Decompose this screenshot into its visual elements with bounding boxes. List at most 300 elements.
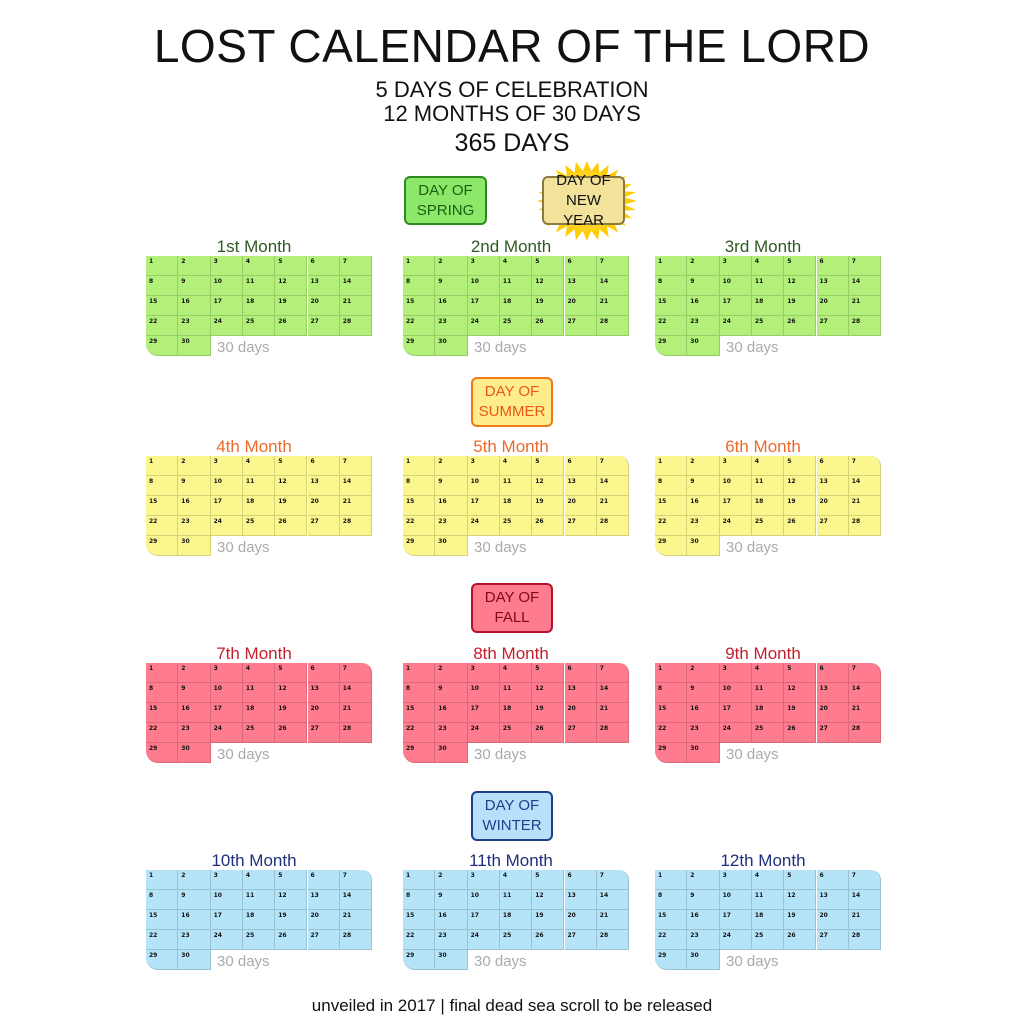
day-cell: 7 (597, 256, 629, 276)
day-cell: 28 (597, 316, 629, 336)
day-cell: 15 (146, 296, 178, 316)
day-cell: 18 (500, 910, 532, 930)
month-title: 4th Month (216, 437, 292, 456)
day-cell: 9 (435, 890, 467, 910)
day-cell: 15 (403, 910, 435, 930)
day-cell: 4 (500, 870, 532, 890)
day-cell: 23 (178, 930, 210, 950)
day-cell: 22 (655, 723, 687, 743)
day-cell: 25 (500, 930, 532, 950)
day-cell: 28 (849, 723, 881, 743)
day-cell: 4 (752, 663, 784, 683)
day-cell: 29 (655, 950, 687, 970)
day-cell: 16 (435, 496, 467, 516)
day-cell: 5 (532, 256, 564, 276)
day-cell: 10 (720, 276, 752, 296)
day-cell: 11 (500, 276, 532, 296)
day-cell: 10 (211, 890, 243, 910)
day-cell: 25 (752, 723, 784, 743)
day-cell: 18 (243, 496, 275, 516)
day-cell: 20 (565, 496, 597, 516)
day-cell: 24 (211, 316, 243, 336)
day-cell: 2 (178, 663, 210, 683)
day-cell: 29 (146, 336, 178, 356)
day-cell: 20 (565, 703, 597, 723)
day-cell: 25 (752, 516, 784, 536)
day-cell: 22 (146, 723, 178, 743)
day-cell: 12 (784, 476, 816, 496)
day-cell: 25 (752, 930, 784, 950)
day-cell: 14 (597, 683, 629, 703)
day-cell: 30 (687, 950, 719, 970)
day-cell: 23 (687, 316, 719, 336)
day-cell: 21 (597, 910, 629, 930)
day-cell: 6 (817, 663, 849, 683)
day-cell: 15 (655, 296, 687, 316)
day-cell: 18 (243, 296, 275, 316)
day-cell: 30 (435, 336, 467, 356)
day-cell: 22 (403, 316, 435, 336)
day-cell: 26 (275, 516, 307, 536)
day-cell: 9 (435, 276, 467, 296)
day-cell: 24 (720, 316, 752, 336)
day-cell: 15 (146, 496, 178, 516)
day-cell: 27 (817, 723, 849, 743)
day-cell: 21 (849, 910, 881, 930)
day-cell: 10 (468, 683, 500, 703)
day-cell: 10 (720, 476, 752, 496)
day-cell: 15 (146, 703, 178, 723)
subtitle-total-days: 365 DAYS (454, 129, 570, 157)
day-cell: 26 (275, 316, 307, 336)
day-cell: 26 (275, 723, 307, 743)
day-cell: 2 (687, 256, 719, 276)
day-cell: 10 (468, 890, 500, 910)
day-cell: 9 (687, 683, 719, 703)
day-cell: 25 (500, 723, 532, 743)
day-cell: 23 (178, 316, 210, 336)
day-cell: 11 (243, 276, 275, 296)
day-cell: 17 (211, 496, 243, 516)
day-cell: 23 (687, 930, 719, 950)
day-cell: 6 (565, 256, 597, 276)
day-cell: 16 (178, 910, 210, 930)
month-title: 8th Month (473, 644, 549, 663)
day-cell: 13 (565, 683, 597, 703)
day-cell: 13 (565, 476, 597, 496)
day-cell: 25 (500, 316, 532, 336)
day-cell: 21 (340, 910, 372, 930)
day-cell: 30 (435, 950, 467, 970)
day-cell: 30 (435, 536, 467, 556)
day-cell: 28 (597, 930, 629, 950)
day-cell: 17 (720, 296, 752, 316)
day-cell: 29 (403, 950, 435, 970)
day-cell: 26 (784, 516, 816, 536)
day-cell: 2 (435, 870, 467, 890)
day-cell: 21 (340, 703, 372, 723)
day-cell: 22 (403, 723, 435, 743)
day-cell: 8 (655, 683, 687, 703)
day-cell: 9 (687, 890, 719, 910)
day-cell: 18 (243, 703, 275, 723)
day-cell: 18 (500, 703, 532, 723)
day-cell: 11 (752, 276, 784, 296)
day-cell: 28 (340, 930, 372, 950)
day-cell: 20 (817, 703, 849, 723)
day-cell: 27 (308, 316, 340, 336)
day-cell: 8 (655, 890, 687, 910)
day-cell: 13 (817, 276, 849, 296)
day-cell: 3 (468, 663, 500, 683)
day-cell: 14 (340, 476, 372, 496)
day-cell: 24 (720, 723, 752, 743)
day-cell: 22 (146, 316, 178, 336)
day-cell: 18 (752, 910, 784, 930)
day-cell: 27 (308, 723, 340, 743)
day-cell: 16 (687, 496, 719, 516)
day-cell: 14 (597, 476, 629, 496)
day-cell: 22 (655, 516, 687, 536)
day-cell: 20 (565, 296, 597, 316)
day-cell: 3 (468, 870, 500, 890)
day-cell: 6 (308, 870, 340, 890)
day-cell: 27 (817, 316, 849, 336)
day-cell: 23 (435, 723, 467, 743)
day-cell: 10 (720, 683, 752, 703)
day-cell: 15 (655, 703, 687, 723)
day-cell: 27 (565, 930, 597, 950)
subtitle-celebration: 5 DAYS OF CELEBRATION (375, 77, 649, 102)
day-cell: 1 (146, 870, 178, 890)
day-cell: 18 (752, 496, 784, 516)
day-cell: 3 (211, 256, 243, 276)
day-cell: 10 (211, 683, 243, 703)
day-cell: 9 (435, 476, 467, 496)
day-cell: 19 (784, 496, 816, 516)
day-cell: 17 (468, 496, 500, 516)
day-of-summer-box: DAY OF SUMMER (471, 377, 553, 427)
day-cell: 3 (720, 256, 752, 276)
days-count-label: 30 days (726, 339, 779, 356)
day-cell: 13 (817, 890, 849, 910)
day-cell: 11 (243, 683, 275, 703)
day-cell: 12 (784, 683, 816, 703)
day-cell: 28 (597, 516, 629, 536)
day-cell: 17 (468, 703, 500, 723)
day-cell: 22 (403, 930, 435, 950)
day-cell: 26 (784, 723, 816, 743)
month-title: 10th Month (211, 851, 297, 870)
day-cell: 11 (500, 683, 532, 703)
day-cell: 5 (532, 456, 564, 476)
day-cell: 5 (532, 870, 564, 890)
day-cell: 7 (597, 456, 629, 476)
day-cell: 12 (784, 890, 816, 910)
day-cell: 7 (340, 663, 372, 683)
day-cell: 16 (435, 296, 467, 316)
day-cell: 15 (403, 496, 435, 516)
day-cell: 22 (146, 930, 178, 950)
day-cell: 16 (178, 703, 210, 723)
day-of-winter-box: DAY OF WINTER (471, 791, 553, 841)
day-cell: 1 (403, 256, 435, 276)
month-title: 12th Month (720, 851, 806, 870)
day-cell: 1 (403, 870, 435, 890)
day-cell: 8 (655, 276, 687, 296)
days-count-label: 30 days (474, 539, 527, 556)
day-cell: 9 (178, 476, 210, 496)
day-cell: 22 (655, 930, 687, 950)
day-cell: 27 (308, 516, 340, 536)
day-cell: 7 (849, 663, 881, 683)
day-cell: 27 (565, 516, 597, 536)
day-cell: 8 (146, 890, 178, 910)
day-of-new-year-box: DAY OF NEW YEAR (542, 176, 625, 225)
day-cell: 3 (720, 663, 752, 683)
day-cell: 17 (211, 703, 243, 723)
day-cell: 15 (403, 703, 435, 723)
day-cell: 22 (403, 516, 435, 536)
day-cell: 18 (500, 296, 532, 316)
days-count-label: 30 days (217, 539, 270, 556)
day-cell: 1 (403, 456, 435, 476)
month-title: 11th Month (469, 851, 553, 870)
day-cell: 5 (784, 663, 816, 683)
day-cell: 7 (597, 663, 629, 683)
day-cell: 28 (849, 516, 881, 536)
day-cell: 7 (340, 870, 372, 890)
day-cell: 13 (308, 890, 340, 910)
day-cell: 21 (849, 496, 881, 516)
day-cell: 16 (435, 910, 467, 930)
day-cell: 2 (178, 256, 210, 276)
days-count-label: 30 days (217, 746, 270, 763)
day-cell: 30 (435, 743, 467, 763)
day-cell: 1 (655, 870, 687, 890)
day-cell: 19 (275, 296, 307, 316)
day-cell: 25 (243, 723, 275, 743)
month-title: 2nd Month (470, 237, 552, 256)
day-of-spring-box: DAY OF SPRING (404, 176, 487, 225)
day-cell: 1 (146, 456, 178, 476)
day-cell: 17 (720, 910, 752, 930)
day-cell: 23 (435, 930, 467, 950)
day-cell: 12 (532, 476, 564, 496)
day-cell: 20 (308, 296, 340, 316)
day-cell: 4 (243, 870, 275, 890)
day-cell: 26 (784, 930, 816, 950)
day-cell: 28 (340, 316, 372, 336)
days-count-label: 30 days (726, 539, 779, 556)
day-cell: 25 (752, 316, 784, 336)
day-cell: 9 (178, 276, 210, 296)
days-count-label: 30 days (726, 746, 779, 763)
month-title: 7th Month (216, 644, 292, 663)
day-cell: 19 (532, 703, 564, 723)
day-cell: 20 (817, 496, 849, 516)
day-cell: 3 (720, 456, 752, 476)
month-title: 3rd Month (724, 237, 802, 256)
days-count-label: 30 days (474, 953, 527, 970)
day-cell: 1 (403, 663, 435, 683)
page-title: LOST CALENDAR OF THE LORD (153, 20, 871, 72)
day-cell: 5 (275, 256, 307, 276)
day-cell: 4 (500, 663, 532, 683)
day-cell: 24 (211, 930, 243, 950)
day-cell: 1 (655, 663, 687, 683)
day-cell: 29 (146, 743, 178, 763)
day-cell: 20 (308, 703, 340, 723)
day-cell: 14 (849, 890, 881, 910)
day-cell: 15 (655, 496, 687, 516)
day-cell: 12 (275, 890, 307, 910)
day-cell: 21 (597, 703, 629, 723)
day-cell: 8 (146, 476, 178, 496)
day-cell: 5 (275, 456, 307, 476)
day-of-fall-box: DAY OF FALL (471, 583, 553, 633)
day-cell: 29 (655, 743, 687, 763)
day-cell: 14 (849, 276, 881, 296)
day-cell: 2 (178, 870, 210, 890)
day-cell: 20 (817, 296, 849, 316)
day-cell: 26 (532, 516, 564, 536)
day-cell: 16 (178, 496, 210, 516)
day-cell: 5 (784, 870, 816, 890)
day-cell: 19 (532, 296, 564, 316)
day-cell: 28 (340, 516, 372, 536)
day-cell: 19 (275, 910, 307, 930)
day-cell: 3 (211, 663, 243, 683)
day-cell: 2 (435, 256, 467, 276)
day-cell: 6 (565, 456, 597, 476)
day-cell: 18 (752, 296, 784, 316)
day-cell: 7 (597, 870, 629, 890)
day-cell: 9 (687, 476, 719, 496)
day-cell: 15 (655, 910, 687, 930)
day-cell: 8 (146, 683, 178, 703)
days-count-label: 30 days (217, 953, 270, 970)
day-cell: 2 (687, 456, 719, 476)
day-cell: 11 (500, 476, 532, 496)
day-cell: 3 (211, 870, 243, 890)
day-cell: 20 (565, 910, 597, 930)
day-cell: 14 (340, 276, 372, 296)
day-cell: 20 (308, 496, 340, 516)
day-cell: 29 (146, 536, 178, 556)
day-cell: 2 (178, 456, 210, 476)
day-cell: 9 (178, 890, 210, 910)
day-cell: 21 (340, 496, 372, 516)
day-cell: 25 (243, 316, 275, 336)
day-cell: 12 (275, 476, 307, 496)
day-cell: 19 (275, 703, 307, 723)
day-cell: 27 (308, 930, 340, 950)
day-cell: 14 (597, 276, 629, 296)
day-cell: 7 (340, 456, 372, 476)
day-cell: 8 (403, 276, 435, 296)
day-cell: 13 (308, 476, 340, 496)
day-cell: 21 (849, 296, 881, 316)
day-cell: 26 (784, 316, 816, 336)
day-cell: 6 (308, 663, 340, 683)
day-cell: 15 (146, 910, 178, 930)
day-cell: 11 (752, 683, 784, 703)
day-cell: 2 (435, 663, 467, 683)
day-cell: 10 (211, 276, 243, 296)
day-cell: 19 (784, 296, 816, 316)
day-cell: 12 (532, 890, 564, 910)
day-cell: 6 (817, 256, 849, 276)
day-cell: 15 (403, 296, 435, 316)
day-cell: 19 (784, 703, 816, 723)
day-cell: 8 (655, 476, 687, 496)
day-cell: 24 (720, 930, 752, 950)
day-cell: 18 (500, 496, 532, 516)
day-cell: 13 (565, 276, 597, 296)
day-cell: 7 (849, 870, 881, 890)
day-cell: 11 (752, 476, 784, 496)
day-cell: 24 (468, 930, 500, 950)
day-cell: 5 (275, 870, 307, 890)
day-cell: 11 (243, 476, 275, 496)
day-cell: 26 (275, 930, 307, 950)
day-cell: 4 (243, 256, 275, 276)
day-cell: 16 (687, 296, 719, 316)
day-cell: 19 (275, 496, 307, 516)
day-cell: 14 (340, 683, 372, 703)
day-cell: 17 (720, 496, 752, 516)
day-cell: 21 (340, 296, 372, 316)
day-cell: 14 (849, 683, 881, 703)
day-cell: 23 (435, 316, 467, 336)
day-cell: 24 (720, 516, 752, 536)
day-cell: 26 (532, 930, 564, 950)
day-cell: 6 (308, 256, 340, 276)
day-cell: 30 (178, 336, 210, 356)
day-cell: 14 (340, 890, 372, 910)
day-cell: 26 (532, 316, 564, 336)
day-cell: 3 (468, 256, 500, 276)
day-cell: 4 (500, 456, 532, 476)
day-cell: 7 (849, 256, 881, 276)
day-cell: 19 (532, 496, 564, 516)
day-cell: 11 (752, 890, 784, 910)
days-count-label: 30 days (217, 339, 270, 356)
day-cell: 1 (655, 256, 687, 276)
day-cell: 16 (435, 703, 467, 723)
day-cell: 5 (532, 663, 564, 683)
day-cell: 10 (468, 476, 500, 496)
day-cell: 14 (849, 476, 881, 496)
day-cell: 13 (308, 276, 340, 296)
day-cell: 2 (687, 870, 719, 890)
day-cell: 4 (243, 456, 275, 476)
day-cell: 7 (849, 456, 881, 476)
day-cell: 29 (146, 950, 178, 970)
day-cell: 10 (211, 476, 243, 496)
day-cell: 12 (275, 683, 307, 703)
day-cell: 11 (243, 890, 275, 910)
day-cell: 4 (243, 663, 275, 683)
day-cell: 24 (211, 516, 243, 536)
day-cell: 18 (243, 910, 275, 930)
day-cell: 16 (687, 910, 719, 930)
day-cell: 27 (565, 316, 597, 336)
day-cell: 23 (435, 516, 467, 536)
day-cell: 29 (403, 336, 435, 356)
day-cell: 11 (500, 890, 532, 910)
